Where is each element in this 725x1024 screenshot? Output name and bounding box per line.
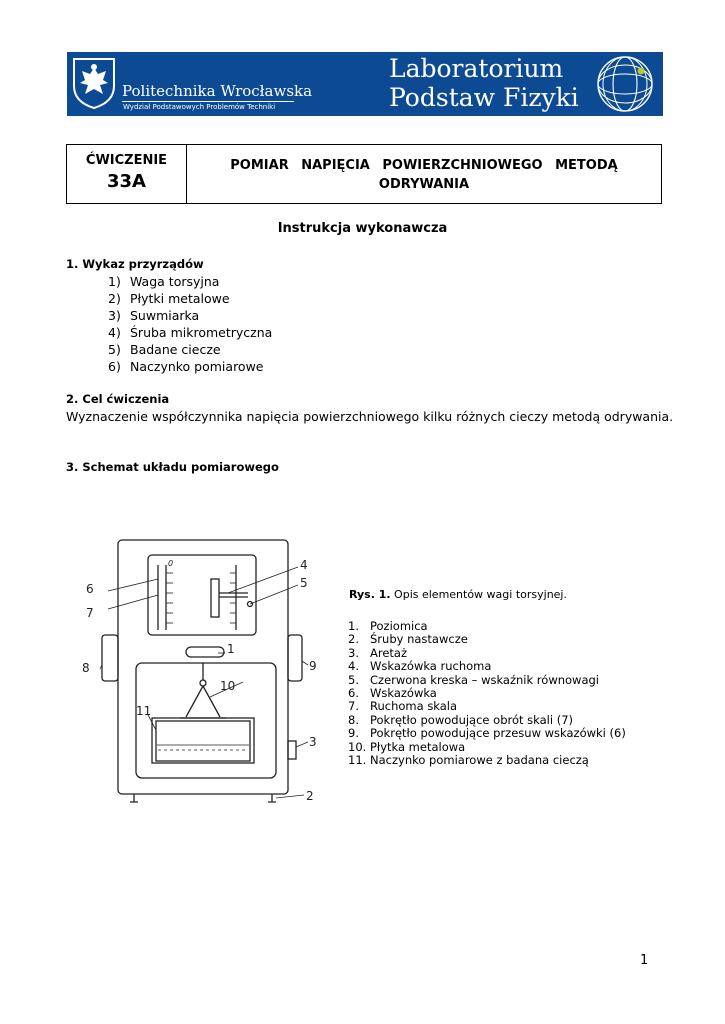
list-item: 2) Płytki metalowe	[108, 291, 230, 306]
header-banner	[67, 52, 663, 116]
section3-heading: 3. Schemat układu pomiarowego	[66, 460, 279, 474]
list-item: 5) Badane ciecze	[108, 342, 221, 357]
exercise-title-cell	[187, 145, 661, 203]
exercise-title-box	[66, 144, 662, 204]
list-item: 4) Śruba mikrometryczna	[108, 325, 273, 340]
equipment-list	[108, 273, 272, 375]
document-subtitle: Instrukcja wykonawcza	[277, 221, 448, 236]
lab-title-line1: Laboratorium	[389, 54, 564, 83]
list-item: 1) Waga torsyjna	[108, 274, 220, 289]
legend-item: 6. Wskazówka	[348, 685, 437, 700]
diagram-marker-7: 7	[86, 606, 94, 620]
lab-title-line2: Podstaw Fizyki	[389, 83, 579, 112]
globe-icon	[595, 54, 655, 114]
university-name: Politechnika Wrocławska	[122, 82, 313, 100]
scale-zero-label: 0	[168, 559, 174, 568]
legend-item: 7. Ruchoma skala	[348, 699, 458, 714]
legend-item: 5. Czerwona kreska – wskaźnik równowagi	[348, 672, 599, 687]
divider	[122, 101, 294, 102]
diagram-marker-8: 8	[82, 661, 90, 675]
section1-heading: 1. Wykaz przyrządów	[66, 257, 204, 271]
figure-caption: Rys. 1. Opis elementów wagi torsyjnej.	[349, 588, 567, 601]
diagram-marker-3: 3	[309, 735, 317, 749]
legend-item: 3. Aretaż	[348, 645, 408, 660]
legend-item: 1. Poziomica	[348, 619, 428, 633]
list-item: 6) Naczynko pomiarowe	[108, 359, 264, 374]
diagram-marker-10: 10	[220, 679, 236, 693]
legend-item: 9. Pokrętło powodujące przesuw wskazówki (6)	[348, 726, 626, 741]
diagram-marker-5: 5	[300, 576, 308, 590]
list-item: 3) Suwmiarka	[108, 308, 200, 323]
legend-item: 11. Naczynko pomiarowe z badana cieczą	[348, 752, 589, 767]
exercise-title-line1: POMIAR NAPIĘCIA POWIERZCHNIOWEGO METODĄ	[230, 158, 618, 173]
diagram-marker-11: 11	[136, 704, 152, 718]
university-crest-icon	[71, 56, 117, 110]
diagram-marker-9: 9	[309, 659, 317, 673]
exercise-id-cell	[67, 145, 187, 203]
diagram-marker-2: 2	[306, 789, 314, 803]
diagram-marker-1: 1	[227, 642, 235, 656]
legend-item: 8. Pokrętło powodujące obrót skali (7)	[348, 712, 573, 727]
section2-heading: 2. Cel ćwiczenia	[66, 392, 170, 406]
diagram-marker-6: 6	[86, 582, 94, 596]
exercise-number: 33A	[107, 171, 146, 192]
section2-text: Wyznaczenie współczynnika napięcia powierzchniowego kilku różnych cieczy metodą odrywania.	[66, 409, 674, 424]
figure-legend	[348, 620, 626, 767]
exercise-title-line2: ODRYWANIA	[378, 177, 470, 192]
page-number: 1	[640, 953, 649, 968]
diagram-marker-4: 4	[300, 558, 308, 572]
faculty-name: Wydział Podstawowych Problemów Techniki	[123, 103, 276, 111]
exercise-label: ĆWICZENIE	[85, 153, 168, 168]
legend-item: 4. Wskazówka ruchoma	[348, 659, 492, 674]
legend-item: 2. Śruby nastawcze	[348, 632, 468, 647]
torsion-balance-diagram	[78, 535, 328, 825]
legend-item: 10. Płytka metalowa	[348, 739, 466, 754]
